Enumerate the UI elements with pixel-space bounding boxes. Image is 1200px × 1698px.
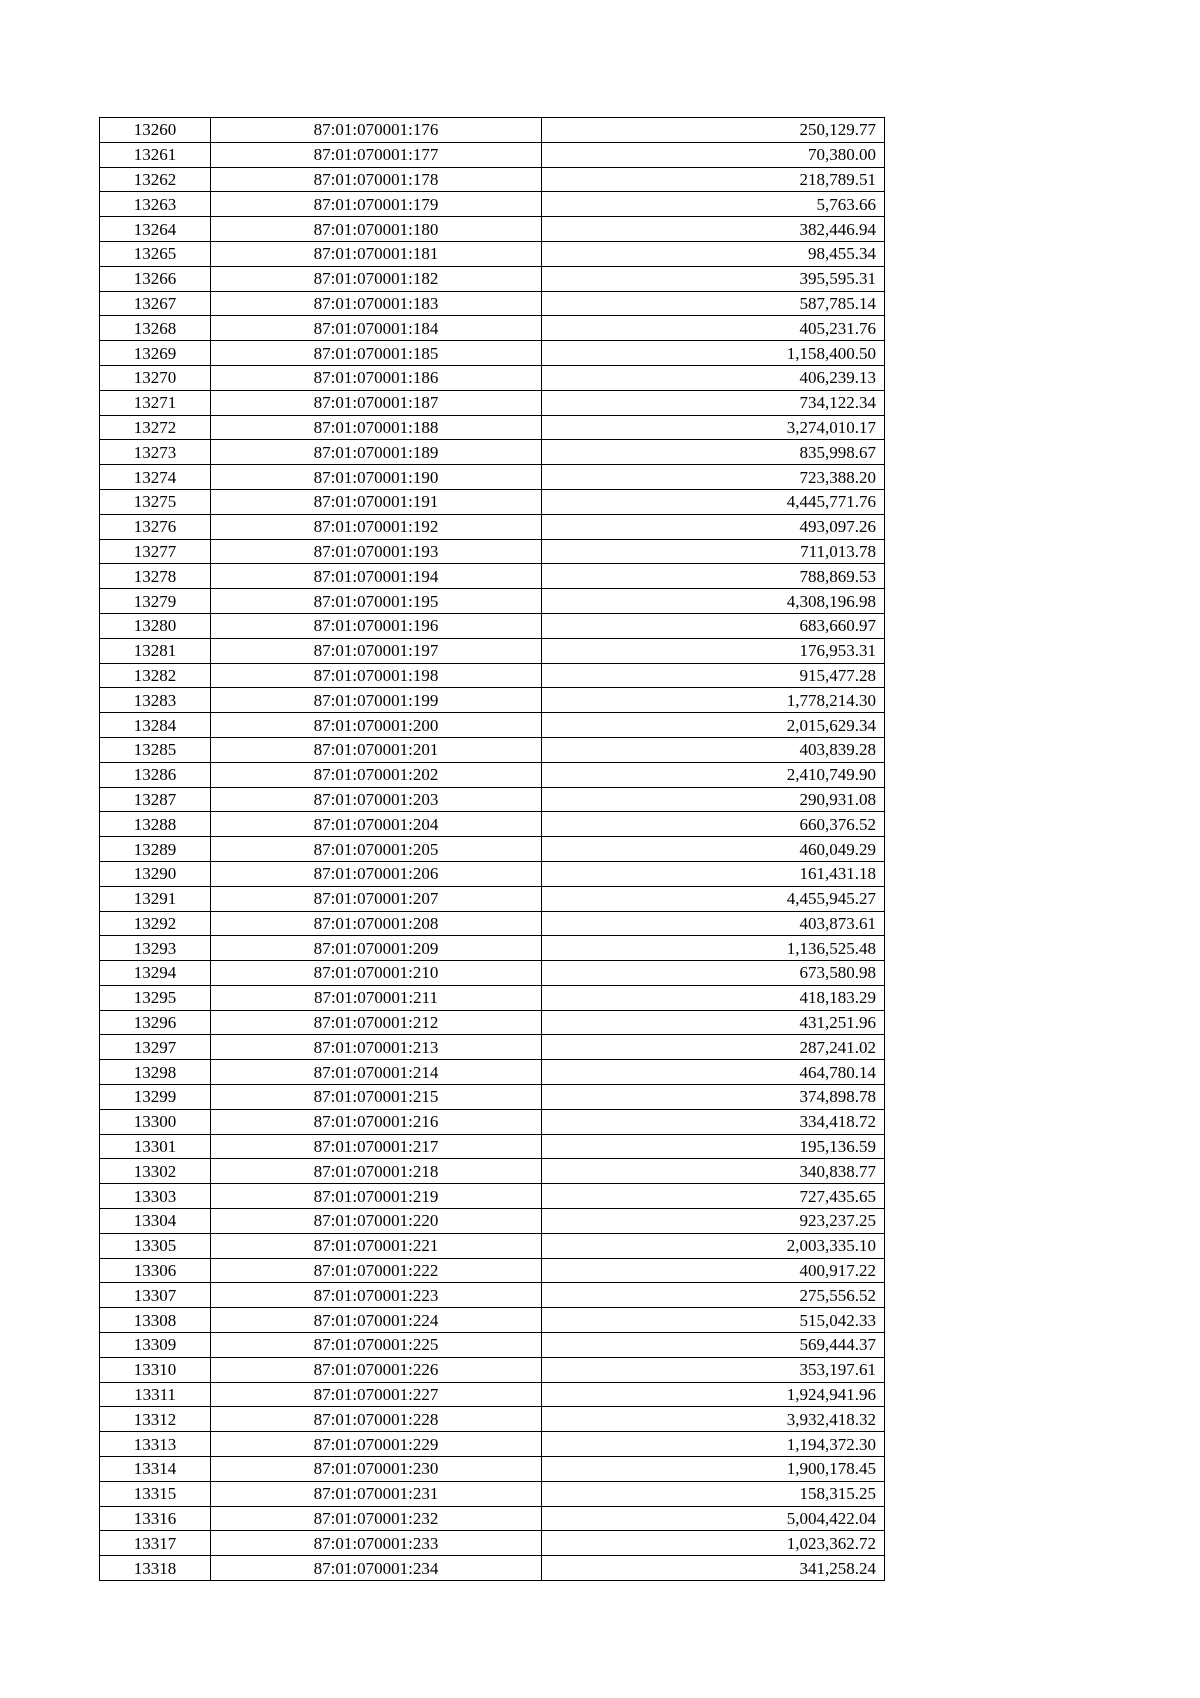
cadastral-value-cell: 405,231.76: [542, 316, 885, 341]
cadastral-number-cell: 87:01:070001:214: [211, 1060, 542, 1085]
cadastral-value-cell: 734,122.34: [542, 390, 885, 415]
table-row: [100, 1357, 885, 1382]
row-number-cell: 13271: [100, 390, 211, 415]
table-row: [100, 1159, 885, 1184]
cadastral-value-cell: 1,924,941.96: [542, 1382, 885, 1407]
cadastral-value-cell: 158,315.25: [542, 1481, 885, 1506]
table-row: [100, 415, 885, 440]
cadastral-number-cell: 87:01:070001:180: [211, 217, 542, 242]
cadastral-number-cell: 87:01:070001:198: [211, 663, 542, 688]
cadastral-number-cell: 87:01:070001:192: [211, 514, 542, 539]
row-number-cell: 13309: [100, 1333, 211, 1358]
cadastral-number-cell: 87:01:070001:231: [211, 1481, 542, 1506]
cadastral-number-cell: 87:01:070001:193: [211, 539, 542, 564]
row-number-cell: 13306: [100, 1258, 211, 1283]
cadastral-value-cell: 403,873.61: [542, 911, 885, 936]
cadastral-number-cell: 87:01:070001:200: [211, 713, 542, 738]
cadastral-value-cell: 5,004,422.04: [542, 1506, 885, 1531]
row-number-cell: 13269: [100, 341, 211, 366]
cadastral-number-cell: 87:01:070001:221: [211, 1233, 542, 1258]
cadastral-number-cell: 87:01:070001:210: [211, 961, 542, 986]
cadastral-value-cell: 915,477.28: [542, 663, 885, 688]
cadastral-number-cell: 87:01:070001:207: [211, 886, 542, 911]
row-number-cell: 13277: [100, 539, 211, 564]
table-row: [100, 539, 885, 564]
cadastral-value-cell: 176,953.31: [542, 638, 885, 663]
row-number-cell: 13266: [100, 266, 211, 291]
row-number-cell: 13311: [100, 1382, 211, 1407]
cadastral-number-cell: 87:01:070001:185: [211, 341, 542, 366]
cadastral-number-cell: 87:01:070001:222: [211, 1258, 542, 1283]
cadastral-number-cell: 87:01:070001:232: [211, 1506, 542, 1531]
cadastral-value-cell: 673,580.98: [542, 961, 885, 986]
row-number-cell: 13274: [100, 465, 211, 490]
cadastral-number-cell: 87:01:070001:223: [211, 1283, 542, 1308]
table-row: [100, 713, 885, 738]
cadastral-number-cell: 87:01:070001:190: [211, 465, 542, 490]
cadastral-value-cell: 2,003,335.10: [542, 1233, 885, 1258]
row-number-cell: 13316: [100, 1506, 211, 1531]
table-row: [100, 1060, 885, 1085]
cadastral-number-cell: 87:01:070001:233: [211, 1531, 542, 1556]
cadastral-value-cell: 1,194,372.30: [542, 1432, 885, 1457]
cadastral-number-cell: 87:01:070001:224: [211, 1308, 542, 1333]
cadastral-value-cell: 1,158,400.50: [542, 341, 885, 366]
table-row: [100, 1308, 885, 1333]
row-number-cell: 13308: [100, 1308, 211, 1333]
cadastral-number-cell: 87:01:070001:227: [211, 1382, 542, 1407]
table-row: [100, 1506, 885, 1531]
cadastral-number-cell: 87:01:070001:208: [211, 911, 542, 936]
cadastral-value-cell: 250,129.77: [542, 118, 885, 143]
cadastral-value-cell: 1,778,214.30: [542, 688, 885, 713]
row-number-cell: 13272: [100, 415, 211, 440]
cadastral-value-cell: 587,785.14: [542, 291, 885, 316]
table-row: [100, 440, 885, 465]
row-number-cell: 13317: [100, 1531, 211, 1556]
cadastral-value-cell: 406,239.13: [542, 365, 885, 390]
row-number-cell: 13264: [100, 217, 211, 242]
table-row: [100, 638, 885, 663]
cadastral-number-cell: 87:01:070001:181: [211, 241, 542, 266]
cadastral-number-cell: 87:01:070001:220: [211, 1209, 542, 1234]
table-body: [100, 118, 885, 1581]
cadastral-value-cell: 218,789.51: [542, 167, 885, 192]
row-number-cell: 13285: [100, 737, 211, 762]
cadastral-value-cell: 464,780.14: [542, 1060, 885, 1085]
row-number-cell: 13315: [100, 1481, 211, 1506]
row-number-cell: 13297: [100, 1035, 211, 1060]
cadastral-number-cell: 87:01:070001:219: [211, 1184, 542, 1209]
row-number-cell: 13279: [100, 589, 211, 614]
cadastral-number-cell: 87:01:070001:194: [211, 564, 542, 589]
row-number-cell: 13298: [100, 1060, 211, 1085]
cadastral-value-cell: 683,660.97: [542, 613, 885, 638]
cadastral-value-cell: 4,455,945.27: [542, 886, 885, 911]
row-number-cell: 13287: [100, 787, 211, 812]
cadastral-number-cell: 87:01:070001:179: [211, 192, 542, 217]
cadastral-value-cell: 788,869.53: [542, 564, 885, 589]
row-number-cell: 13270: [100, 365, 211, 390]
cadastral-value-cell: 660,376.52: [542, 812, 885, 837]
row-number-cell: 13289: [100, 837, 211, 862]
cadastral-number-cell: 87:01:070001:182: [211, 266, 542, 291]
cadastral-number-cell: 87:01:070001:199: [211, 688, 542, 713]
cadastral-value-cell: 340,838.77: [542, 1159, 885, 1184]
table-row: [100, 118, 885, 143]
table-row: [100, 341, 885, 366]
row-number-cell: 13263: [100, 192, 211, 217]
table-row: [100, 1531, 885, 1556]
row-number-cell: 13288: [100, 812, 211, 837]
row-number-cell: 13278: [100, 564, 211, 589]
table-row: [100, 167, 885, 192]
cadastral-number-cell: 87:01:070001:225: [211, 1333, 542, 1358]
table-row: [100, 688, 885, 713]
table-row: [100, 1085, 885, 1110]
table-row: [100, 1407, 885, 1432]
cadastral-number-cell: 87:01:070001:184: [211, 316, 542, 341]
row-number-cell: 13307: [100, 1283, 211, 1308]
cadastral-value-cell: 515,042.33: [542, 1308, 885, 1333]
cadastral-number-cell: 87:01:070001:178: [211, 167, 542, 192]
table-row: [100, 886, 885, 911]
row-number-cell: 13268: [100, 316, 211, 341]
cadastral-number-cell: 87:01:070001:217: [211, 1134, 542, 1159]
cadastral-number-cell: 87:01:070001:216: [211, 1109, 542, 1134]
row-number-cell: 13295: [100, 985, 211, 1010]
table-row: [100, 316, 885, 341]
cadastral-number-cell: 87:01:070001:187: [211, 390, 542, 415]
table-row: [100, 217, 885, 242]
table-row: [100, 663, 885, 688]
table-row: [100, 1283, 885, 1308]
cadastral-value-cell: 5,763.66: [542, 192, 885, 217]
row-number-cell: 13281: [100, 638, 211, 663]
table-row: [100, 390, 885, 415]
cadastral-value-cell: 723,388.20: [542, 465, 885, 490]
cadastral-value-cell: 418,183.29: [542, 985, 885, 1010]
cadastral-number-cell: 87:01:070001:234: [211, 1556, 542, 1581]
table-row: [100, 613, 885, 638]
table-row: [100, 737, 885, 762]
table-row: [100, 861, 885, 886]
row-number-cell: 13273: [100, 440, 211, 465]
table-row: [100, 142, 885, 167]
cadastral-value-cell: 431,251.96: [542, 1010, 885, 1035]
table-row: [100, 985, 885, 1010]
cadastral-number-cell: 87:01:070001:196: [211, 613, 542, 638]
table-row: [100, 192, 885, 217]
row-number-cell: 13291: [100, 886, 211, 911]
row-number-cell: 13262: [100, 167, 211, 192]
row-number-cell: 13267: [100, 291, 211, 316]
table-row: [100, 489, 885, 514]
cadastral-number-cell: 87:01:070001:213: [211, 1035, 542, 1060]
row-number-cell: 13294: [100, 961, 211, 986]
cadastral-value-cell: 400,917.22: [542, 1258, 885, 1283]
row-number-cell: 13286: [100, 762, 211, 787]
row-number-cell: 13300: [100, 1109, 211, 1134]
cadastral-value-cell: 70,380.00: [542, 142, 885, 167]
cadastral-number-cell: 87:01:070001:230: [211, 1457, 542, 1482]
row-number-cell: 13290: [100, 861, 211, 886]
table-row: [100, 266, 885, 291]
cadastral-value-cell: 3,932,418.32: [542, 1407, 885, 1432]
cadastral-number-cell: 87:01:070001:229: [211, 1432, 542, 1457]
cadastral-value-cell: 4,445,771.76: [542, 489, 885, 514]
row-number-cell: 13312: [100, 1407, 211, 1432]
cadastral-number-cell: 87:01:070001:218: [211, 1159, 542, 1184]
cadastral-number-cell: 87:01:070001:177: [211, 142, 542, 167]
cadastral-number-cell: 87:01:070001:203: [211, 787, 542, 812]
row-number-cell: 13282: [100, 663, 211, 688]
cadastral-number-cell: 87:01:070001:209: [211, 936, 542, 961]
row-number-cell: 13318: [100, 1556, 211, 1581]
row-number-cell: 13261: [100, 142, 211, 167]
row-number-cell: 13280: [100, 613, 211, 638]
cadastral-value-cell: 290,931.08: [542, 787, 885, 812]
cadastral-value-cell: 1,136,525.48: [542, 936, 885, 961]
table-row: [100, 1184, 885, 1209]
cadastral-value-cell: 353,197.61: [542, 1357, 885, 1382]
cadastral-value-cell: 493,097.26: [542, 514, 885, 539]
cadastral-value-cell: 4,308,196.98: [542, 589, 885, 614]
cadastral-number-cell: 87:01:070001:201: [211, 737, 542, 762]
row-number-cell: 13314: [100, 1457, 211, 1482]
table-row: [100, 762, 885, 787]
cadastral-number-cell: 87:01:070001:197: [211, 638, 542, 663]
table-row: [100, 812, 885, 837]
table-row: [100, 1432, 885, 1457]
row-number-cell: 13284: [100, 713, 211, 738]
table-row: [100, 936, 885, 961]
table-row: [100, 564, 885, 589]
table-row: [100, 291, 885, 316]
cadastral-value-cell: 2,410,749.90: [542, 762, 885, 787]
cadastral-value-cell: 3,274,010.17: [542, 415, 885, 440]
table-row: [100, 589, 885, 614]
table-row: [100, 1035, 885, 1060]
cadastral-value-cell: 275,556.52: [542, 1283, 885, 1308]
row-number-cell: 13293: [100, 936, 211, 961]
row-number-cell: 13296: [100, 1010, 211, 1035]
table-row: [100, 465, 885, 490]
table-row: [100, 241, 885, 266]
table-row: [100, 1233, 885, 1258]
cadastral-value-cell: 460,049.29: [542, 837, 885, 862]
row-number-cell: 13304: [100, 1209, 211, 1234]
cadastral-value-cell: 98,455.34: [542, 241, 885, 266]
cadastral-number-cell: 87:01:070001:202: [211, 762, 542, 787]
table-row: [100, 961, 885, 986]
row-number-cell: 13265: [100, 241, 211, 266]
cadastral-number-cell: 87:01:070001:212: [211, 1010, 542, 1035]
table-row: [100, 1556, 885, 1581]
cadastral-value-cell: 374,898.78: [542, 1085, 885, 1110]
cadastral-number-cell: 87:01:070001:191: [211, 489, 542, 514]
cadastral-value-cell: 403,839.28: [542, 737, 885, 762]
cadastral-value-cell: 835,998.67: [542, 440, 885, 465]
cadastral-number-cell: 87:01:070001:228: [211, 1407, 542, 1432]
table-row: [100, 1209, 885, 1234]
cadastral-number-cell: 87:01:070001:186: [211, 365, 542, 390]
row-number-cell: 13310: [100, 1357, 211, 1382]
row-number-cell: 13313: [100, 1432, 211, 1457]
cadastral-value-cell: 2,015,629.34: [542, 713, 885, 738]
row-number-cell: 13303: [100, 1184, 211, 1209]
row-number-cell: 13283: [100, 688, 211, 713]
cadastral-number-cell: 87:01:070001:195: [211, 589, 542, 614]
row-number-cell: 13292: [100, 911, 211, 936]
cadastral-value-cell: 711,013.78: [542, 539, 885, 564]
row-number-cell: 13276: [100, 514, 211, 539]
row-number-cell: 13305: [100, 1233, 211, 1258]
cadastral-number-cell: 87:01:070001:204: [211, 812, 542, 837]
table-row: [100, 1333, 885, 1358]
table-row: [100, 1109, 885, 1134]
row-number-cell: 13301: [100, 1134, 211, 1159]
cadastral-number-cell: 87:01:070001:206: [211, 861, 542, 886]
cadastral-value-table: [99, 117, 885, 1581]
cadastral-value-cell: 395,595.31: [542, 266, 885, 291]
cadastral-value-cell: 923,237.25: [542, 1209, 885, 1234]
cadastral-number-cell: 87:01:070001:215: [211, 1085, 542, 1110]
cadastral-number-cell: 87:01:070001:226: [211, 1357, 542, 1382]
table-row: [100, 1382, 885, 1407]
cadastral-value-cell: 1,023,362.72: [542, 1531, 885, 1556]
cadastral-value-cell: 287,241.02: [542, 1035, 885, 1060]
table-row: [100, 1457, 885, 1482]
cadastral-value-cell: 334,418.72: [542, 1109, 885, 1134]
table-row: [100, 787, 885, 812]
cadastral-value-cell: 161,431.18: [542, 861, 885, 886]
row-number-cell: 13260: [100, 118, 211, 143]
cadastral-number-cell: 87:01:070001:188: [211, 415, 542, 440]
cadastral-value-cell: 341,258.24: [542, 1556, 885, 1581]
cadastral-value-cell: 195,136.59: [542, 1134, 885, 1159]
row-number-cell: 13275: [100, 489, 211, 514]
cadastral-number-cell: 87:01:070001:189: [211, 440, 542, 465]
cadastral-number-cell: 87:01:070001:211: [211, 985, 542, 1010]
cadastral-number-cell: 87:01:070001:176: [211, 118, 542, 143]
cadastral-value-cell: 569,444.37: [542, 1333, 885, 1358]
cadastral-value-cell: 382,446.94: [542, 217, 885, 242]
table-row: [100, 1481, 885, 1506]
table-row: [100, 514, 885, 539]
table-row: [100, 1258, 885, 1283]
table-row: [100, 365, 885, 390]
table-row: [100, 911, 885, 936]
cadastral-value-cell: 727,435.65: [542, 1184, 885, 1209]
table-row: [100, 1134, 885, 1159]
row-number-cell: 13299: [100, 1085, 211, 1110]
cadastral-number-cell: 87:01:070001:205: [211, 837, 542, 862]
table-row: [100, 1010, 885, 1035]
row-number-cell: 13302: [100, 1159, 211, 1184]
table-row: [100, 837, 885, 862]
cadastral-number-cell: 87:01:070001:183: [211, 291, 542, 316]
cadastral-value-cell: 1,900,178.45: [542, 1457, 885, 1482]
